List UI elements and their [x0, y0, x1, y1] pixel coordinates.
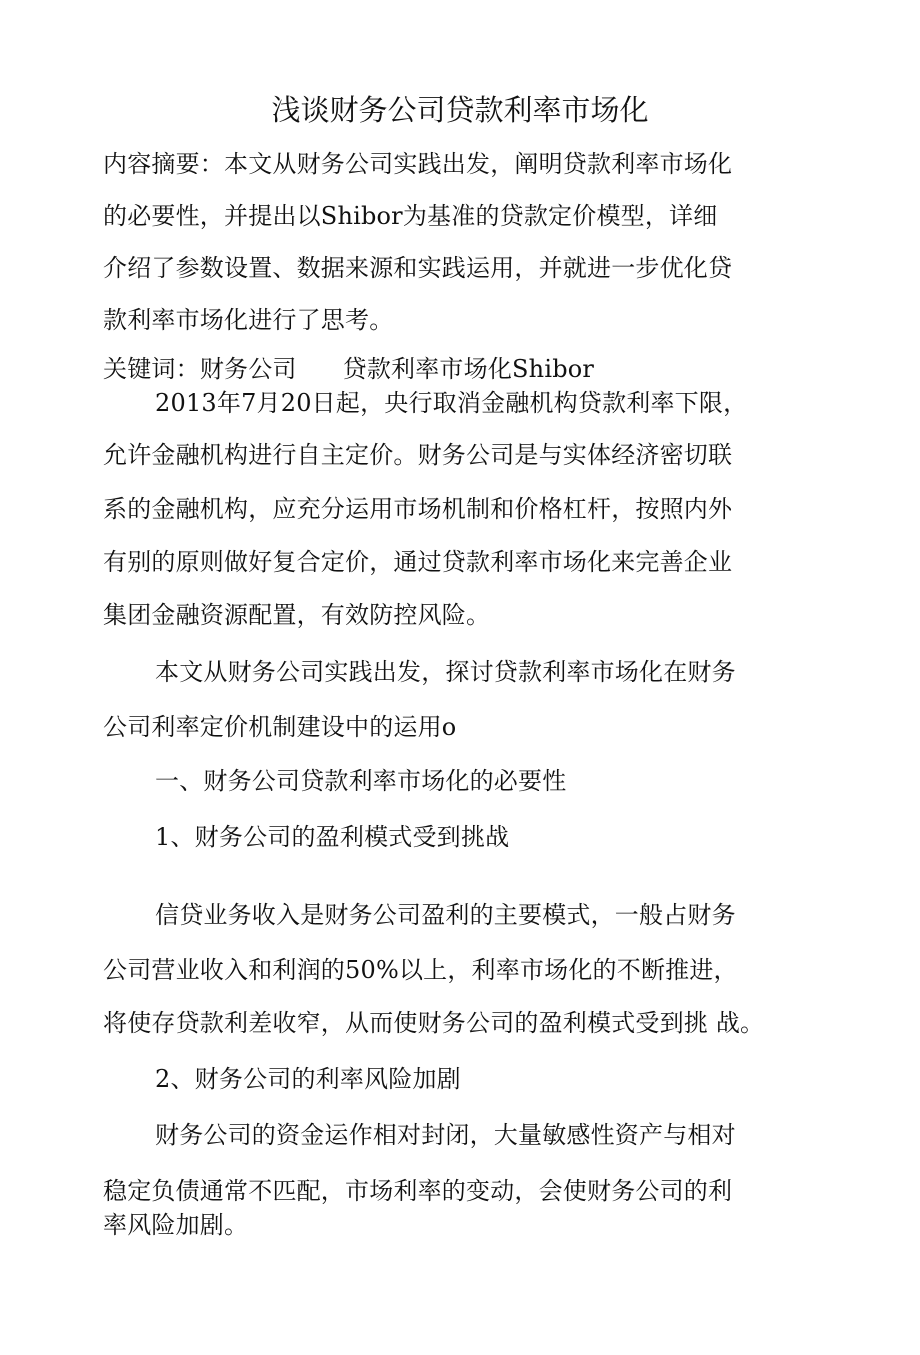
- paragraph-line: 公司营业收入和利润的50%以上，利率市场化的不断推进，: [103, 956, 738, 984]
- paragraph-line: 财务公司的资金运作相对封闭，大量敏感性资产与相对: [155, 1121, 736, 1149]
- keywords-line: [103, 354, 594, 384]
- paragraph-line: 系的金融机构，应充分运用市场机制和价格杠杆，按照内外: [103, 495, 733, 523]
- section-heading: 一、财务公司贷款利率市场化的必要性: [155, 767, 567, 795]
- paragraph-line: 将使存贷款利差收窄，从而使财务公司的盈利模式受到挑 战。: [103, 1009, 765, 1037]
- paragraph-line: 稳定负债通常不匹配，市场利率的变动，会使财务公司的利: [103, 1177, 733, 1205]
- subsection-heading: 1、财务公司的盈利模式受到挑战: [155, 823, 510, 851]
- paragraph-line: 本文从财务公司实践出发，探讨贷款利率市场化在财务: [155, 658, 736, 686]
- paragraph-line: 允许金融机构进行自主定价。财务公司是与实体经济密切联: [103, 441, 733, 469]
- subsection-heading: 2、财务公司的利率风险加剧: [155, 1065, 461, 1093]
- keyword-item: 贷款利率市场化Shibor: [342, 355, 595, 383]
- abstract-line: 介绍了参数设置、数据来源和实践运用，并就进一步优化贷: [103, 254, 733, 282]
- abstract-line: 的必要性，并提出以Shibor为基准的贷款定价模型，详细: [103, 202, 718, 230]
- paragraph-line: 2013年7月20日起，央行取消金融机构贷款利率下限，: [155, 389, 748, 417]
- keyword-item: 财务公司: [199, 355, 297, 383]
- document-title: 浅谈财务公司贷款利率市场化: [271, 93, 649, 127]
- paragraph-line: 集团金融资源配置，有效防控风险。: [103, 601, 491, 629]
- abstract-line: 内容摘要：本文从财务公司实践出发，阐明贷款利率市场化: [103, 150, 733, 178]
- abstract-line: 款利率市场化进行了思考。: [103, 306, 394, 334]
- paragraph-line: 信贷业务收入是财务公司盈利的主要模式，一般占财务: [155, 901, 736, 929]
- paragraph-line: 有别的原则做好复合定价，通过贷款利率市场化来完善企业: [103, 548, 733, 576]
- paragraph-line: 率风险加剧。: [103, 1211, 249, 1239]
- paragraph-line: 公司利率定价机制建设中的运用o: [103, 713, 457, 741]
- keywords-label: 关键词：: [103, 355, 200, 383]
